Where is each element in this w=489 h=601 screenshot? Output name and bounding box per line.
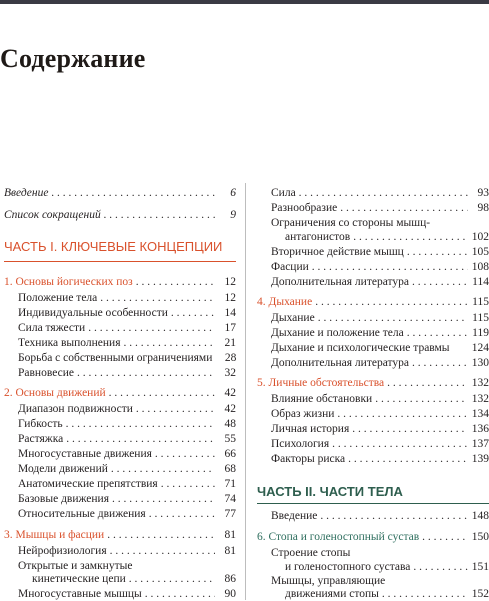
toc-entry[interactable]: Дыхание и положение тела . . . 119	[257, 327, 489, 340]
toc-entry[interactable]: Гибкость . . . 48	[4, 418, 236, 431]
toc-entry[interactable]: Влияние обстановки . . . 132	[257, 393, 489, 406]
toc-entry[interactable]: Разнообразие . . . 98	[257, 202, 489, 215]
toc-entry[interactable]: Модели движений . . . 68	[4, 463, 236, 476]
toc-entry[interactable]: Дыхание . . . 115	[257, 312, 489, 325]
toc-entry[interactable]: Фасции . . . 108	[257, 261, 489, 274]
toc-entry[interactable]: Многосуставные мышцы . . . 90	[4, 588, 236, 601]
toc-entry[interactable]: Личная история . . . 136	[257, 423, 489, 436]
toc-chapter-5[interactable]: 5. Личные обстоятельства . . . 132	[257, 377, 489, 390]
toc-entry[interactable]: Дыхание и психологические травмы 124	[271, 342, 489, 354]
toc-entry[interactable]: и голеностопного сустава . . . 151	[257, 561, 489, 574]
toc-entry[interactable]: Дополнительная литература . . . 114	[257, 276, 489, 289]
toc-entry[interactable]: Растяжка . . . 55	[4, 433, 236, 446]
toc-entry[interactable]: Относительные движения . . . 77	[4, 508, 236, 521]
toc-entry[interactable]: Анатомические препятствия . . . 71	[4, 478, 236, 491]
toc-entry[interactable]: Факторы риска . . . 139	[257, 453, 489, 466]
toc-entry[interactable]: Нейрофизиология . . . 81	[4, 545, 236, 558]
toc-entry[interactable]: Индивидуальные особенности . . . 14	[4, 307, 236, 320]
toc-entry[interactable]: Образ жизни . . . 134	[257, 408, 489, 421]
part1-heading: ЧАСТЬ I. КЛЮЧЕВЫЕ КОНЦЕПЦИИ	[4, 239, 223, 254]
toc-entry[interactable]: Многосуставные движения . . . 66	[4, 448, 236, 461]
column-divider	[245, 183, 246, 600]
toc-entry[interactable]: Базовые движения . . . 74	[4, 493, 236, 506]
toc-entry-wrap[interactable]: Ограничения со стороны мышц-	[271, 217, 431, 229]
toc-entry[interactable]: движениями стопы . . . 152	[257, 588, 489, 601]
toc-chapter-4[interactable]: 4. Дыхание . . . 115	[257, 296, 489, 309]
toc-entry[interactable]: Вторичное действие мышц . . . 105	[257, 246, 489, 259]
page-title: Содержание	[0, 44, 146, 73]
toc-entry-abbrev[interactable]: Список сокращений . . . 9	[4, 209, 236, 222]
toc-entry[interactable]: антагонистов . . . 102	[257, 231, 489, 244]
toc-entry[interactable]: Равновесие . . . 32	[4, 367, 236, 380]
toc-entry[interactable]: Диапазон подвижности . . . 42	[4, 403, 236, 416]
toc-entry[interactable]: Положение тела . . . 12	[4, 292, 236, 305]
part1-rule	[4, 261, 236, 262]
toc-entry-intro[interactable]: Введение . . . 6	[4, 187, 236, 200]
toc-entry[interactable]: Психология . . . 137	[257, 438, 489, 451]
toc-entry[interactable]: Техника выполнения . . . 21	[4, 337, 236, 350]
toc-chapter-1[interactable]: 1. Основы йогических поз . . . 12	[4, 276, 236, 289]
toc-entry-wrap[interactable]: Строение стопы	[271, 547, 351, 559]
toc-entry[interactable]: кинетические цепи . . . 86	[4, 573, 236, 586]
toc-entry-part2-intro[interactable]: Введение . . . 148	[257, 510, 489, 523]
toc-entry[interactable]: Сила тяжести . . . 17	[4, 322, 236, 335]
toc-chapter-2[interactable]: 2. Основы движений . . . 42	[4, 387, 236, 400]
toc-entry[interactable]: Борьба с собственными ограничениями 28	[18, 352, 237, 364]
toc-chapter-6[interactable]: 6. Стопа и голеностопный сустав . . . 150	[257, 531, 489, 544]
toc-entry-wrap[interactable]: Открытые и замкнутые	[18, 560, 133, 572]
toc-entry[interactable]: Дополнительная литература . . . 130	[257, 357, 489, 370]
toc-entry[interactable]: Сила . . . 93	[257, 187, 489, 200]
toc-chapter-3[interactable]: 3. Мышцы и фасции . . . 81	[4, 529, 236, 542]
part2-heading: ЧАСТЬ II. ЧАСТИ ТЕЛА	[257, 484, 403, 499]
toc-entry-wrap[interactable]: Мышцы, управляющие	[271, 575, 386, 587]
top-border	[0, 0, 489, 4]
part2-rule	[257, 503, 489, 504]
